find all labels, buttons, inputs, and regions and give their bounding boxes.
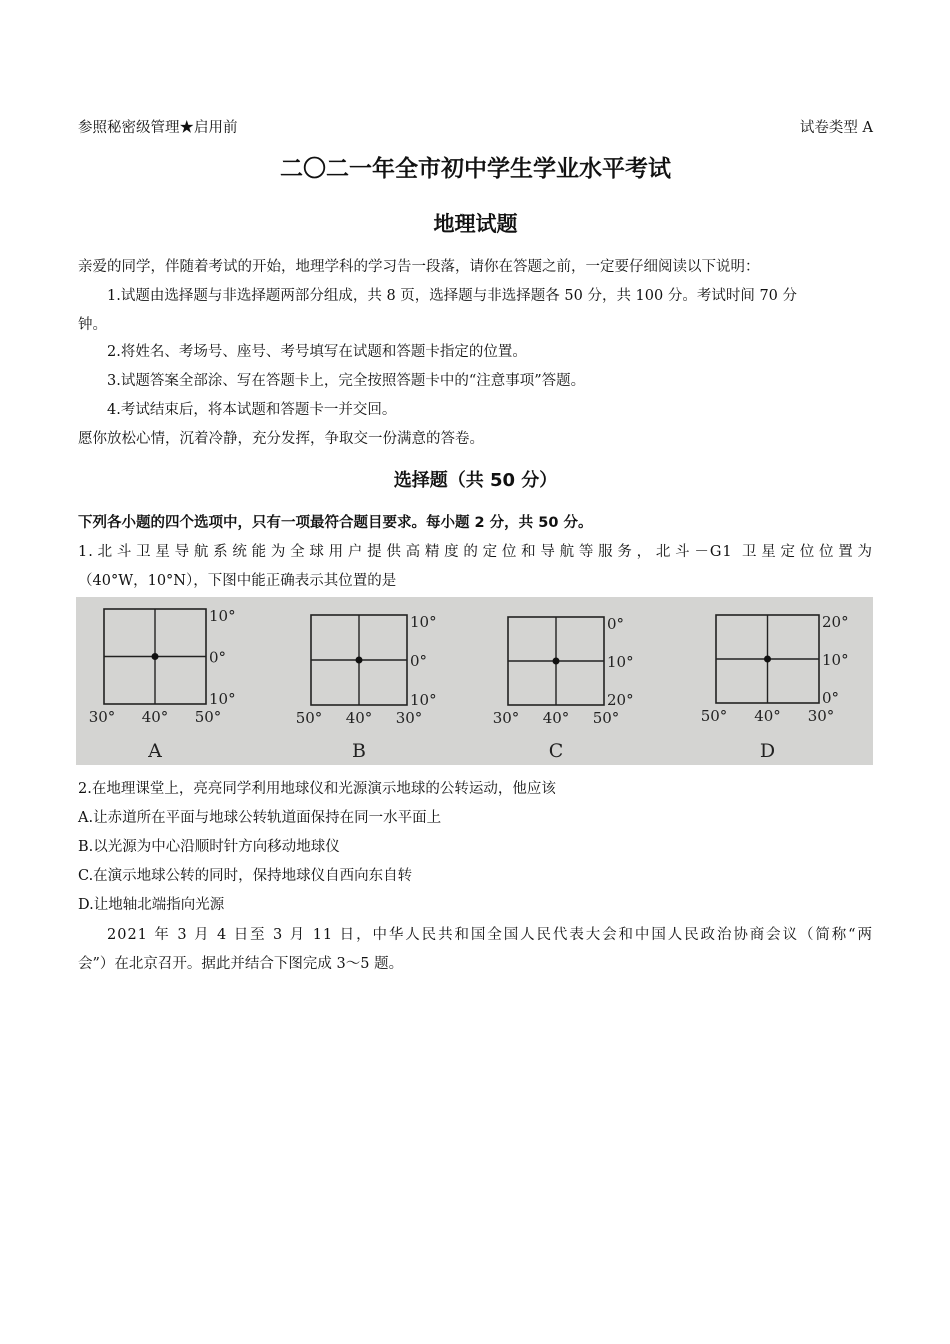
grid-c-letter: C: [548, 740, 564, 762]
grid-b-lat-label: 0°: [410, 652, 428, 670]
grid-a-lat-label: 0°: [209, 648, 227, 667]
grid-b-lon-label: 30°: [395, 709, 423, 727]
q1-line2: （40°W，10°N），下图中能正确表示其位置的是: [78, 573, 397, 589]
grid-b-letter: B: [352, 740, 366, 762]
grid-c-lat-label: 20°: [607, 691, 634, 709]
passage-line2: 会”）在北京召开。据此并结合下图完成 3～5 题。: [78, 956, 404, 972]
paper-type: 试卷类型 A: [799, 120, 873, 136]
grid-options-svg: [76, 597, 873, 765]
grid-c-point: [553, 658, 560, 665]
grid-a-lon-label: 30°: [88, 708, 116, 726]
grid-a-lon-label: 50°: [194, 708, 222, 726]
instruction-2: 2.将姓名、考场号、座号、考号填写在试题和答题卡指定的位置。: [107, 344, 527, 360]
grid-b-lat-label: 10°: [410, 613, 437, 631]
section-title: 选择题（共 50 分）: [393, 470, 558, 491]
grid-c-lat-label: 10°: [607, 653, 634, 671]
q2-option-b[interactable]: B.以光源为中心沿顺时针方向移动地球仪: [78, 839, 340, 855]
exam-subtitle: 地理试题: [433, 212, 518, 236]
intro-text: 亲爱的同学，伴随着考试的开始，地理学科的学习告一段落，请你在答题之前，一定要仔细阅读以下说明：: [78, 259, 760, 275]
grid-c-lon-label: 50°: [592, 709, 620, 727]
confidentiality-note: 参照秘密级管理★启用前: [78, 120, 238, 136]
grid-c-lon-label: 30°: [492, 709, 520, 727]
closing-text: 愿你放松心情，沉着冷静，充分发挥，争取交一份满意的答卷。: [78, 431, 484, 447]
grid-c-lon-label: 40°: [542, 709, 570, 727]
grid-b-lat-label: 10°: [410, 691, 437, 709]
q2-option-a[interactable]: A.让赤道所在平面与地球公转轨道面保持在同一水平面上: [78, 810, 442, 826]
exam-title: 二〇二一年全市初中学生学业水平考试: [280, 156, 671, 182]
header-row: [78, 116, 873, 137]
grid-d-lat-label: 10°: [822, 651, 849, 669]
q2-option-c[interactable]: C.在演示地球公转的同时，保持地球仪自西向东自转: [78, 868, 413, 884]
grid-d-lon-label: 40°: [754, 707, 781, 725]
grid-d-letter: D: [759, 740, 776, 762]
q2-stem: 2.在地理课堂上，亮亮同学利用地球仪和光源演示地球的公转运动，他应该: [78, 781, 556, 797]
instruction-1-cont: 钟。: [78, 317, 107, 333]
grid-b-lon-label: 50°: [295, 709, 323, 727]
grid-d-lon-label: 50°: [700, 707, 728, 725]
grid-a-lat-label: 10°: [209, 607, 236, 625]
grid-a-letter: A: [148, 740, 162, 762]
instruction-1: 1.试题由选择题与非选择题两部分组成，共 8 页，选择题与非选择题各 50 分，共 100 分。考试时间 70 分: [107, 288, 798, 304]
grid-b-point: [356, 657, 363, 664]
grid-a-point: [152, 653, 159, 660]
q2-option-d[interactable]: D.让地轴北端指向光源: [78, 897, 225, 913]
grid-a-lon-label: 40°: [141, 708, 169, 726]
instruction-3: 3.试题答案全部涂、写在答题卡上，完全按照答题卡中的“注意事项”答题。: [107, 373, 586, 389]
grid-d-point: [764, 656, 771, 663]
grid-b-lon-label: 40°: [345, 709, 373, 727]
grid-d-lat-label: 20°: [822, 613, 849, 631]
q1-figure: [76, 597, 873, 765]
passage-line1: 2021 年 3 月 4 日至 3 月 11 日，中华人民共和国全国人民代表大会和中国人民政治协商会议（简称“两: [107, 927, 873, 943]
grid-a-lat-label: 10°: [209, 690, 236, 708]
instruction-4: 4.考试结束后，将本试题和答题卡一并交回。: [107, 402, 397, 418]
grid-c-lat-label: 0°: [607, 615, 625, 633]
grid-d-lon-label: 30°: [807, 707, 835, 725]
q1-line1: 1.北斗卫星导航系统能为全球用户提供高精度的定位和导航等服务，北斗－G1 卫星定位位置为: [78, 544, 873, 560]
section-note: 下列各小题的四个选项中，只有一项最符合题目要求。每小题 2 分，共 50 分。: [78, 515, 593, 531]
grid-d-lat-label: 0°: [822, 689, 840, 707]
